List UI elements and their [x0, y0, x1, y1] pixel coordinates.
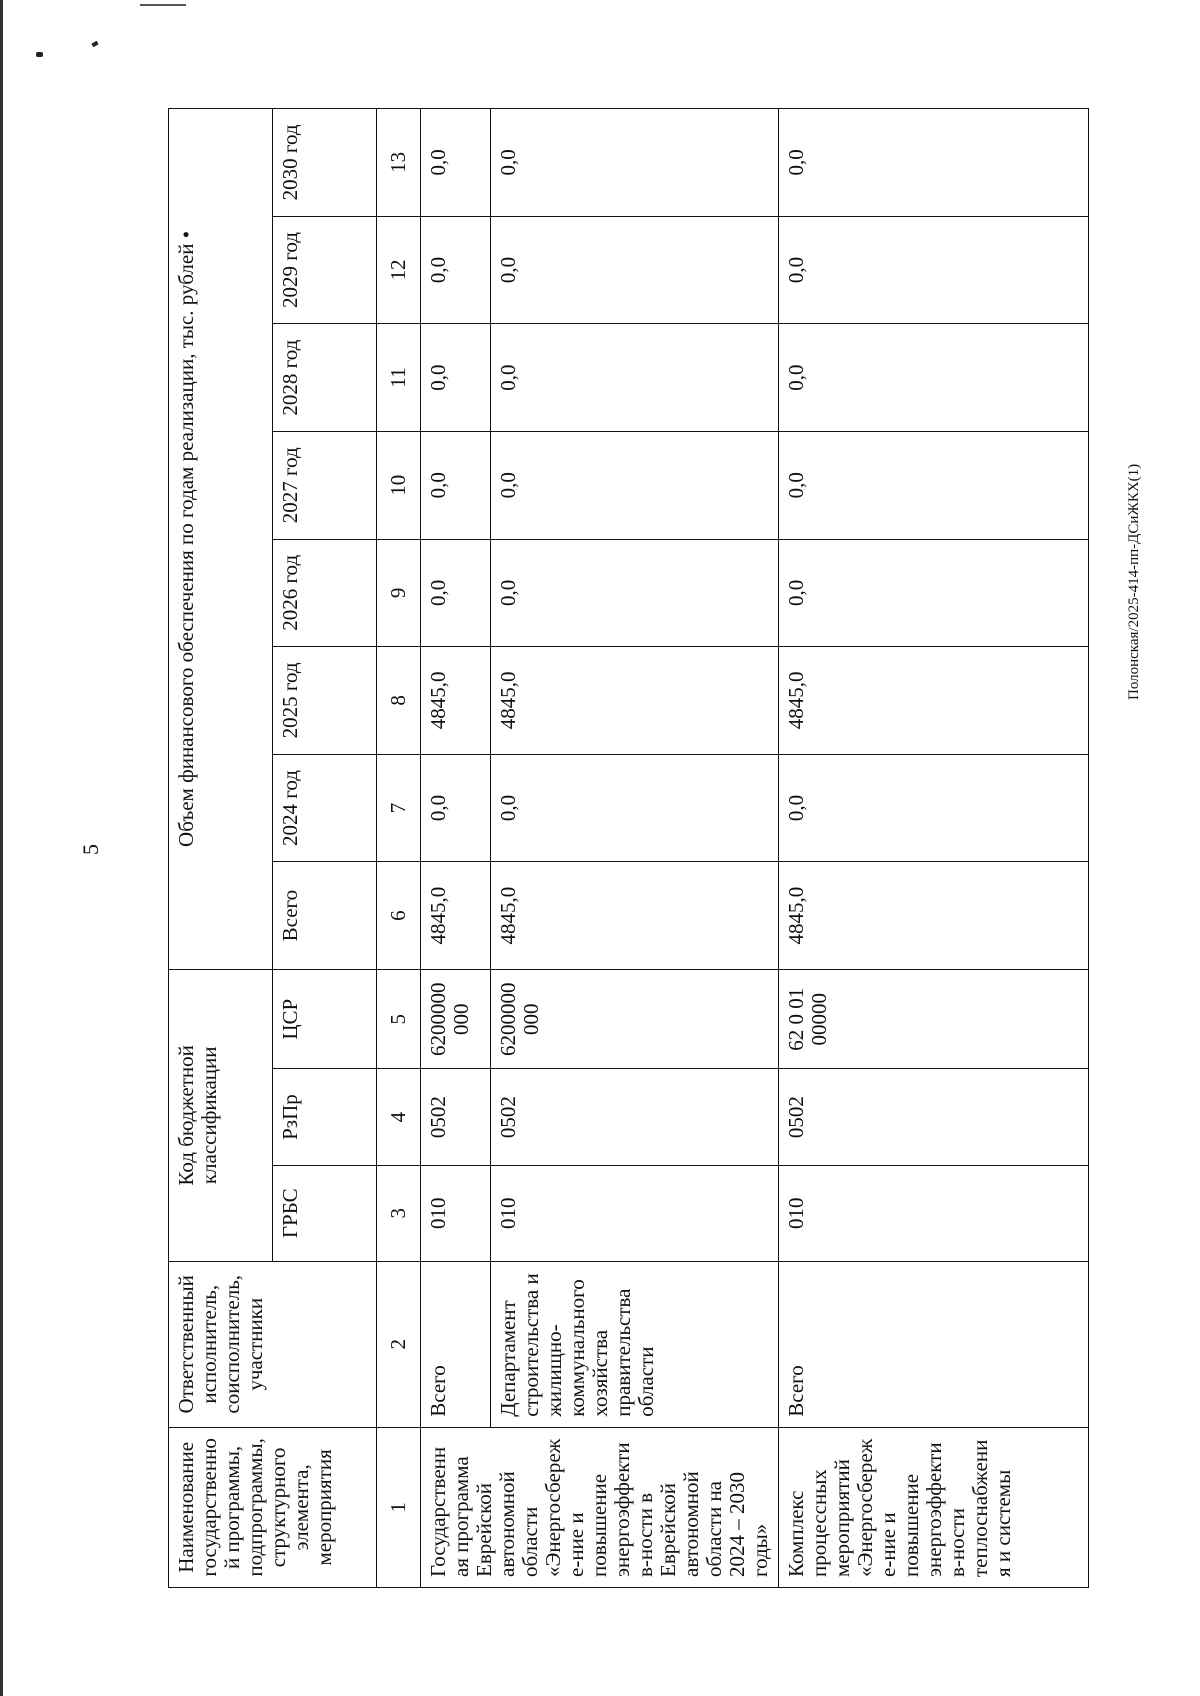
financing-table-frame [168, 108, 1111, 1588]
column-number: 10 [377, 431, 421, 539]
row-2026: 0,0 [421, 539, 491, 647]
row-grbs: 010 [421, 1165, 491, 1261]
row-rzpr: 0502 [421, 1069, 491, 1165]
column-number: 7 [377, 754, 421, 862]
row-total: 4845,0 [779, 862, 1089, 970]
row-2026: 0,0 [779, 539, 1089, 647]
row-2026: 0,0 [491, 539, 779, 647]
row-csr: 6200000 000 [421, 969, 491, 1069]
row-2029: 0,0 [779, 216, 1089, 324]
row-total: 4845,0 [491, 862, 779, 970]
scan-left-edge-line [0, 0, 3, 1696]
row-name: Государственная программа Еврейской автономной области «Энергосбереже-ние и повышение энергоэффектив-ности в Еврейской автономной области на 2024 – 2030 годы» [421, 1427, 779, 1587]
column-number: 12 [377, 216, 421, 324]
scan-speck [36, 52, 43, 57]
header-finance-volume: Объем финансового обеспечения по годам реализации, тыс. рублей • [169, 109, 273, 970]
scan-dot: • [174, 230, 198, 239]
row-2029: 0,0 [491, 216, 779, 324]
header-2024: 2024 год [273, 754, 377, 862]
header-2028: 2028 год [273, 324, 377, 432]
row-2024: 0,0 [421, 754, 491, 862]
row-rzpr: 0502 [491, 1069, 779, 1165]
row-name: Комплекс процессных мероприятий «Энергосбереже-ние и повышение энергоэффектив-ности теплоснабжения и системы [779, 1427, 1089, 1587]
header-2026: 2026 год [273, 539, 377, 647]
header-2030: 2030 год [273, 109, 377, 217]
column-number: 13 [377, 109, 421, 217]
column-number: 8 [377, 647, 421, 755]
row-rzpr: 0502 [779, 1069, 1089, 1165]
row-csr: 6200000 000 [491, 969, 779, 1069]
header-budget-code: Код бюджетной классификации [169, 969, 273, 1261]
column-number: 4 [377, 1069, 421, 1165]
column-number: 2 [377, 1261, 421, 1427]
row-total: 4845,0 [421, 862, 491, 970]
row-participant: Всего [779, 1261, 1089, 1427]
row-grbs: 010 [779, 1165, 1089, 1261]
header-2029: 2029 год [273, 216, 377, 324]
column-number: 3 [377, 1165, 421, 1261]
row-2025: 4845,0 [421, 647, 491, 755]
row-grbs: 010 [491, 1165, 779, 1261]
row-2024: 0,0 [491, 754, 779, 862]
row-participant: Департамент строительства и жилищно-коммунального хозяйства правительства области [491, 1261, 779, 1427]
row-2030: 0,0 [421, 109, 491, 217]
page-number: 5 [78, 844, 103, 855]
row-2030: 0,0 [779, 109, 1089, 217]
scan-speck [91, 41, 98, 47]
scan-top-dash [140, 4, 186, 6]
row-2028: 0,0 [491, 324, 779, 432]
row-2027: 0,0 [491, 431, 779, 539]
header-grbs: ГРБС [273, 1165, 377, 1261]
header-participants: Ответственный исполнитель, соисполнитель, участники [169, 1261, 377, 1427]
column-number: 9 [377, 539, 421, 647]
table-row [421, 109, 491, 1588]
row-2029: 0,0 [421, 216, 491, 324]
column-number-row [377, 109, 421, 1588]
header-rzpr: РзПр [273, 1069, 377, 1165]
row-participant: Всего [421, 1261, 491, 1427]
header-csr: ЦСР [273, 969, 377, 1069]
table-row [779, 109, 1089, 1588]
row-2027: 0,0 [779, 431, 1089, 539]
row-csr: 62 0 01 00000 [779, 969, 1089, 1069]
header-2027: 2027 год [273, 431, 377, 539]
header-name: Наименование государственной программы, подпрограммы, структурного элемента, мероприятия [169, 1427, 377, 1587]
header-total: Всего [273, 862, 377, 970]
row-2028: 0,0 [779, 324, 1089, 432]
header-2025: 2025 год [273, 647, 377, 755]
footer-document-code: Полонская/2025-414-пп-ДСиЖКХ(1) [1126, 463, 1142, 700]
row-2030: 0,0 [491, 109, 779, 217]
financing-table [168, 108, 1089, 1588]
column-number: 5 [377, 969, 421, 1069]
row-2025: 4845,0 [491, 647, 779, 755]
column-number: 6 [377, 862, 421, 970]
table-row [491, 109, 779, 1588]
row-2027: 0,0 [421, 431, 491, 539]
row-2025: 4845,0 [779, 647, 1089, 755]
column-number: 11 [377, 324, 421, 432]
row-2028: 0,0 [421, 324, 491, 432]
row-2024: 0,0 [779, 754, 1089, 862]
column-number: 1 [377, 1427, 421, 1587]
